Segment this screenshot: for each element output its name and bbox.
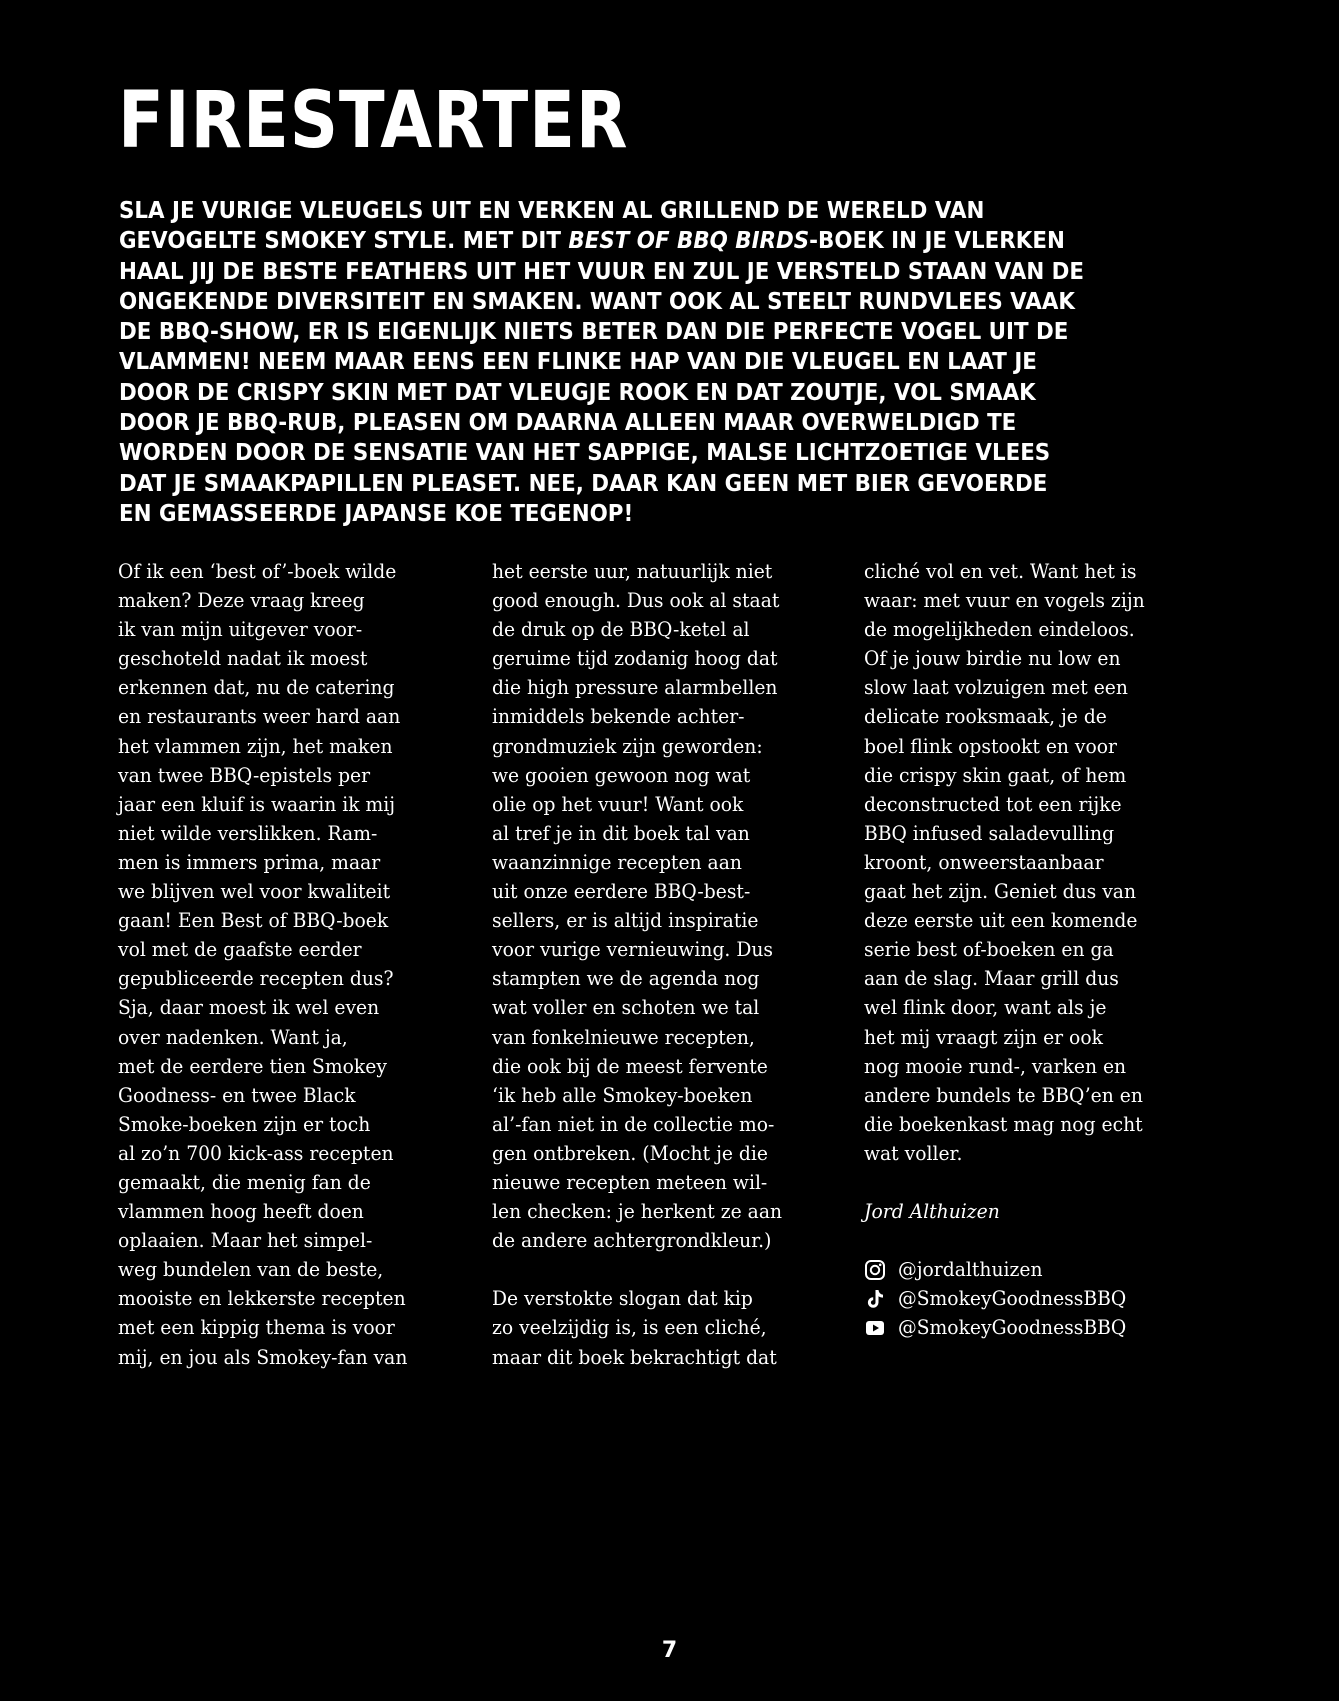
body-line: Of je jouw birdie nu low en bbox=[864, 647, 1121, 671]
instagram-icon bbox=[864, 1259, 886, 1281]
body-column-3 bbox=[864, 557, 1234, 1343]
body-line: De verstokte slogan dat kip bbox=[492, 1287, 753, 1311]
body-line: gen ontbreken. (Mocht je die bbox=[492, 1141, 768, 1165]
body-line: niet wilde verslikken. Ram- bbox=[118, 821, 378, 845]
body-line: we gooien gewoon nog wat bbox=[492, 763, 751, 787]
body-line: ik van mijn uitgever voor- bbox=[118, 618, 363, 642]
body-line: weg bundelen van de beste, bbox=[118, 1258, 384, 1282]
body-line: geruime tijd zodanig hoog dat bbox=[492, 647, 778, 671]
intro-line: ONGEKENDE DIVERSITEIT EN SMAKEN. WANT OOK AL STEELT RUNDVLEES VAAK bbox=[119, 288, 1075, 315]
body-line: al tref je in dit boek tal van bbox=[492, 821, 750, 845]
body-line: vol met de gaafste eerder bbox=[118, 938, 362, 962]
body-line: waanzinnige recepten aan bbox=[492, 850, 742, 874]
body-line: delicate rooksmaak, je de bbox=[864, 705, 1107, 729]
body-line: over nadenken. Want ja, bbox=[118, 1025, 348, 1049]
body-line: nog mooie rund-, varken en bbox=[864, 1054, 1127, 1078]
body-line: gaan! Een Best of BBQ-boek bbox=[118, 909, 389, 933]
body-line: inmiddels bekende achter- bbox=[492, 705, 745, 729]
body-line: Smoke-boeken zijn er toch bbox=[118, 1112, 371, 1136]
body-line: Sja, daar moest ik wel even bbox=[118, 996, 380, 1020]
body-line: Goodness- en twee Black bbox=[118, 1083, 356, 1107]
paragraph-gap bbox=[864, 1226, 1234, 1255]
body-column-1 bbox=[118, 557, 488, 1372]
intro-line: EN GEMASSEERDE JAPANSE KOE TEGENOP! bbox=[119, 500, 634, 527]
body-line: aan de slag. Maar grill dus bbox=[864, 967, 1119, 991]
body-line: met een kippig thema is voor bbox=[118, 1316, 395, 1340]
social-tiktok bbox=[864, 1284, 1234, 1313]
body-column-2 bbox=[492, 557, 862, 1372]
body-line: maken? Deze vraag kreeg bbox=[118, 589, 365, 613]
body-line: Of ik een ‘best of’-boek wilde bbox=[118, 560, 397, 583]
intro-line: DOOR DE CRISPY SKIN MET DAT VLEUGJE ROOK EN DAT ZOUTJE, VOL SMAAK bbox=[119, 379, 1036, 406]
tiktok-icon bbox=[864, 1288, 886, 1310]
body-line: cliché vol en vet. Want het is bbox=[864, 560, 1137, 583]
body-line: geschoteld nadat ik moest bbox=[118, 647, 368, 671]
page-number: 7 bbox=[661, 1638, 678, 1663]
body-line: wat voller. bbox=[864, 1141, 963, 1165]
body-line: wel flink door, want als je bbox=[864, 996, 1107, 1020]
intro-line: DAT JE SMAAKPAPILLEN PLEASET. NEE, DAAR KAN GEEN MET BIER GEVOERDE bbox=[119, 470, 1048, 497]
body-line: serie best of-boeken en ga bbox=[864, 938, 1114, 962]
body-line: slow laat volzuigen met een bbox=[864, 676, 1128, 700]
body-line: gemaakt, die menig fan de bbox=[118, 1170, 371, 1194]
body-line: de druk op de BBQ-ketel al bbox=[492, 618, 750, 642]
intro-line: GEVOGELTE SMOKEY STYLE. MET DIT BEST OF BBQ BIRDS-BOEK IN JE VLERKEN bbox=[119, 228, 1065, 255]
intro-line: HAAL JIJ DE BESTE FEATHERS UIT HET VUUR EN ZUL JE VERSTELD STAAN VAN DE bbox=[119, 258, 1085, 285]
body-line: maar dit boek bekrachtigt dat bbox=[492, 1345, 777, 1369]
body-line: en restaurants weer hard aan bbox=[118, 705, 401, 729]
social-handle: @SmokeyGoodnessBBQ bbox=[898, 1287, 1127, 1311]
social-handle: @SmokeyGoodnessBBQ bbox=[898, 1316, 1127, 1340]
author-name: Jord Althuizen bbox=[864, 1200, 1000, 1224]
body-line: jaar een kluif is waarin ik mij bbox=[118, 792, 396, 816]
intro-line: SLA JE VURIGE VLEUGELS UIT EN VERKEN AL GRILLEND DE WERELD VAN bbox=[119, 198, 985, 224]
body-line: zo veelzijdig is, is een cliché, bbox=[492, 1316, 767, 1340]
body-line: ‘ik heb alle Smokey-boeken bbox=[492, 1083, 753, 1107]
body-line: die crispy skin gaat, of hem bbox=[864, 763, 1127, 787]
body-line: men is immers prima, maar bbox=[118, 850, 381, 874]
body-line: olie op het vuur! Want ook bbox=[492, 792, 744, 816]
body-line: gepubliceerde recepten dus? bbox=[118, 967, 394, 991]
social-youtube bbox=[864, 1313, 1234, 1342]
body-line: kroont, onweerstaanbaar bbox=[864, 850, 1104, 874]
body-line: die ook bij de meest fervente bbox=[492, 1054, 768, 1078]
body-line: de mogelijkheden eindeloos. bbox=[864, 618, 1135, 642]
intro-line: DOOR JE BBQ-RUB, PLEASEN OM DAARNA ALLEEN MAAR OVERWELDIGD TE bbox=[119, 410, 1017, 437]
body-line: van twee BBQ-epistels per bbox=[118, 763, 371, 787]
body-line: erkennen dat, nu de catering bbox=[118, 676, 395, 700]
intro-paragraph bbox=[119, 196, 1219, 529]
body-line: uit onze eerdere BBQ-best- bbox=[492, 880, 751, 904]
body-line: andere bundels te BBQ’en en bbox=[864, 1083, 1143, 1107]
body-line: mij, en jou als Smokey-fan van bbox=[118, 1345, 408, 1369]
intro-line: VLAMMEN! NEEM MAAR EENS EEN FLINKE HAP VAN DIE VLEUGEL EN LAAT JE bbox=[119, 349, 1037, 376]
paragraph-gap bbox=[864, 1168, 1234, 1197]
body-line: grondmuziek zijn geworden: bbox=[492, 734, 763, 758]
intro-line: WORDEN DOOR DE SENSATIE VAN HET SAPPIGE, MALSE LICHTZOETIGE VLEES bbox=[119, 440, 1051, 467]
body-line: het vlammen zijn, het maken bbox=[118, 734, 393, 758]
body-line: van fonkelnieuwe recepten, bbox=[492, 1025, 755, 1049]
body-line: gaat het zijn. Geniet dus van bbox=[864, 880, 1137, 904]
body-line: voor vurige vernieuwing. Dus bbox=[492, 938, 774, 962]
body-line: sellers, er is altijd inspiratie bbox=[492, 909, 759, 933]
social-instagram bbox=[864, 1255, 1234, 1284]
body-line: nieuwe recepten meteen wil- bbox=[492, 1170, 768, 1194]
body-line: boel flink opstookt en voor bbox=[864, 734, 1117, 758]
body-line: BBQ infused saladevulling bbox=[864, 821, 1115, 845]
youtube-icon bbox=[864, 1317, 886, 1339]
body-line: mooiste en lekkerste recepten bbox=[118, 1287, 406, 1311]
body-line: het eerste uur, natuurlijk niet bbox=[492, 560, 773, 583]
body-line: good enough. Dus ook al staat bbox=[492, 589, 780, 613]
body-line: oplaaien. Maar het simpel- bbox=[118, 1229, 373, 1253]
body-line: we blijven wel voor kwaliteit bbox=[118, 880, 391, 904]
body-line: stampten we de agenda nog bbox=[492, 967, 760, 991]
body-line: met de eerdere tien Smokey bbox=[118, 1054, 387, 1078]
paragraph-gap bbox=[492, 1255, 862, 1284]
body-line: de andere achtergrondkleur.) bbox=[492, 1229, 772, 1253]
body-line: het mij vraagt zijn er ook bbox=[864, 1025, 1103, 1049]
body-line: vlammen hoog heeft doen bbox=[118, 1200, 364, 1224]
body-line: deconstructed tot een rijke bbox=[864, 792, 1122, 816]
body-line: al’-fan niet in de collectie mo- bbox=[492, 1112, 775, 1136]
body-line: waar: met vuur en vogels zijn bbox=[864, 589, 1145, 613]
body-line: deze eerste uit een komende bbox=[864, 909, 1138, 933]
body-line: len checken: je herkent ze aan bbox=[492, 1200, 783, 1224]
body-line: al zo’n 700 kick-ass recepten bbox=[118, 1141, 394, 1165]
body-line: die high pressure alarmbellen bbox=[492, 676, 778, 700]
intro-line: DE BBQ-SHOW, ER IS EIGENLIJK NIETS BETER DAN DIE PERFECTE VOGEL UIT DE bbox=[119, 319, 1069, 346]
social-handle: @jordalthuizen bbox=[898, 1258, 1043, 1282]
page-title: FIRESTARTER bbox=[118, 76, 629, 166]
body-line: wat voller en schoten we tal bbox=[492, 996, 760, 1020]
body-line: die boekenkast mag nog echt bbox=[864, 1112, 1143, 1136]
